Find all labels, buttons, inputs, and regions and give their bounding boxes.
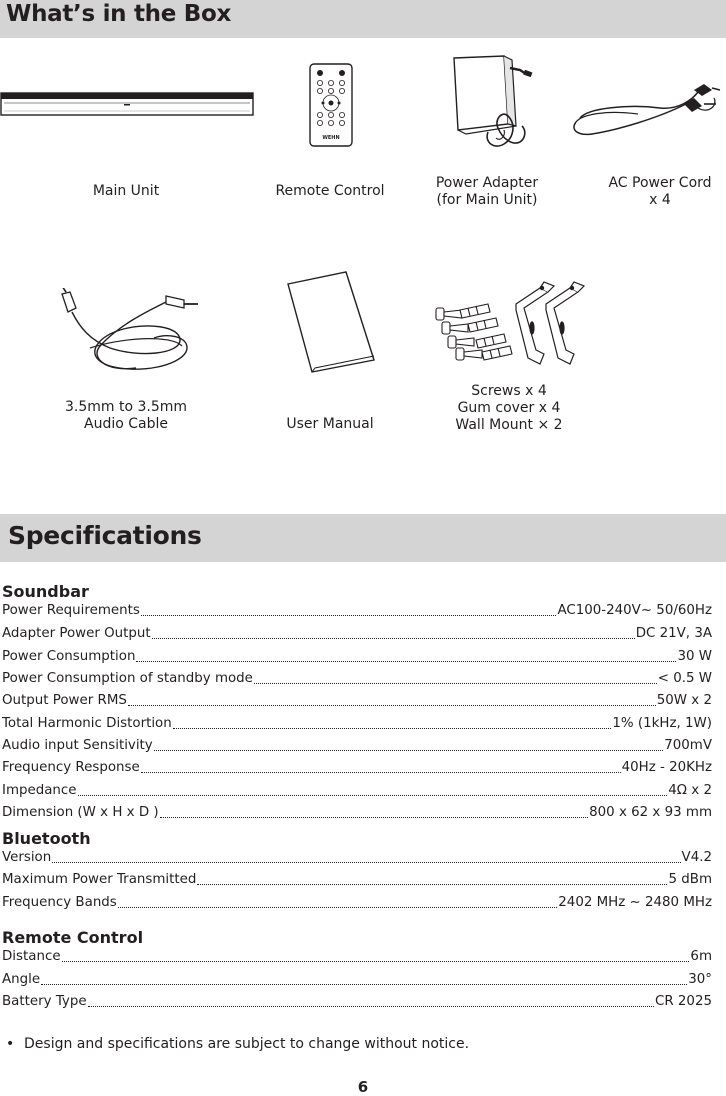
ac-power-cord-caption: AC Power Cord x 4 (608, 175, 712, 208)
soundbar-image (0, 92, 256, 118)
spec-label: Impedance (2, 783, 77, 798)
dot-leader (128, 705, 656, 706)
spec-row (2, 972, 712, 992)
spec-value: 2402 MHz ~ 2480 MHz (558, 895, 712, 910)
wall-mount-icon (516, 282, 584, 364)
spec-label: Total Harmonic Distortion (2, 716, 172, 731)
dot-leader (88, 1006, 654, 1007)
power-adapter-caption: Power Adapter (for Main Unit) (435, 175, 539, 208)
spec-label: Angle (2, 972, 41, 987)
spec-value: 30 W (677, 649, 712, 664)
dot-leader (141, 772, 621, 773)
spec-value: 40Hz - 20KHz (621, 760, 712, 775)
spec-label: Output Power RMS (2, 693, 127, 708)
spec-value: 6m (690, 949, 712, 964)
spec-row (2, 850, 712, 870)
spec-row (2, 895, 712, 915)
spec-section-title: Specifications (8, 521, 202, 550)
spec-value: DC 21V, 3A (635, 626, 712, 641)
audio-cable-caption: 3.5mm to 3.5mm Audio Cable (64, 399, 188, 432)
spec-value: CR 2025 (655, 994, 712, 1009)
audio-cable-image (50, 288, 206, 380)
dot-leader (154, 750, 664, 751)
remote-group-title: Remote Control (2, 928, 144, 947)
spec-value: 30° (688, 972, 712, 987)
spec-label: Distance (2, 949, 61, 964)
dot-leader (152, 638, 635, 639)
power-adapter-image (440, 50, 540, 156)
dot-leader (254, 683, 657, 684)
remote-control-image (308, 62, 354, 148)
spec-value: 5 dBm (668, 872, 712, 887)
spec-row (2, 872, 712, 892)
page-number: 6 (357, 1078, 369, 1096)
spec-value: < 0.5 W (657, 671, 712, 686)
spec-label: Adapter Power Output (2, 626, 151, 641)
spec-value: 50W x 2 (656, 693, 712, 708)
spec-row (2, 738, 712, 758)
mounting-kit-image (432, 278, 592, 368)
dot-leader (52, 862, 680, 863)
spec-value: AC100-240V~ 50/60Hz (557, 603, 712, 618)
disclaimer-note (6, 1036, 469, 1052)
spec-row (2, 626, 712, 646)
dot-leader (62, 961, 690, 962)
soundbar-group-title: Soundbar (2, 582, 89, 601)
spec-row (2, 805, 712, 825)
dot-leader (118, 907, 557, 908)
dot-leader (197, 884, 667, 885)
spec-label: Frequency Bands (2, 895, 117, 910)
spec-label: Power Requirements (2, 603, 140, 618)
dot-leader (141, 615, 557, 616)
user-manual-caption: User Manual (286, 416, 374, 432)
spec-label: Version (2, 850, 52, 865)
bullet: • (6, 1036, 15, 1052)
spec-label: Audio input Sensitivity (2, 738, 153, 753)
spec-label: Frequency Response (2, 760, 140, 775)
dot-leader (173, 728, 612, 729)
spec-label: Power Consumption of standby mode (2, 671, 253, 686)
spec-row (2, 760, 712, 780)
spec-row (2, 693, 712, 713)
spec-label: Battery Type (2, 994, 87, 1009)
remote-logo: WEHN (322, 135, 340, 141)
spec-row (2, 716, 712, 736)
spec-value: 1% (1kHz, 1W) (612, 716, 712, 731)
spec-value: 700mV (664, 738, 712, 753)
spec-row (2, 994, 712, 1014)
ac-power-cord-image (568, 78, 724, 140)
spec-row (2, 649, 712, 669)
main-unit-caption: Main Unit (92, 183, 160, 199)
spec-row (2, 783, 712, 803)
dot-leader (78, 795, 668, 796)
user-manual-image (284, 268, 380, 376)
box-section-header (0, 0, 726, 38)
spec-value: 4Ω x 2 (668, 783, 712, 798)
spec-row (2, 603, 712, 623)
bluetooth-group-title: Bluetooth (2, 829, 91, 848)
remote-control-caption: Remote Control (275, 183, 385, 199)
spec-row (2, 671, 712, 691)
disclaimer-text: Design and specifications are subject to change without notice. (24, 1036, 470, 1052)
screw-icon (436, 308, 482, 360)
box-section-title: What’s in the Box (6, 1, 232, 27)
dot-leader (41, 984, 687, 985)
mounting-kit-caption: Screws x 4 Gum cover x 4 Wall Mount × 2 (455, 383, 563, 433)
spec-value: 800 x 62 x 93 mm (589, 805, 712, 820)
spec-label: Maximum Power Transmitted (2, 872, 197, 887)
spec-row (2, 949, 712, 969)
spec-value: V4.2 (681, 850, 712, 865)
spec-label: Dimension (W x H x D ) (2, 805, 159, 820)
dot-leader (160, 817, 589, 818)
spec-label: Power Consumption (2, 649, 136, 664)
spec-section-header (0, 514, 726, 562)
dot-leader (136, 661, 676, 662)
